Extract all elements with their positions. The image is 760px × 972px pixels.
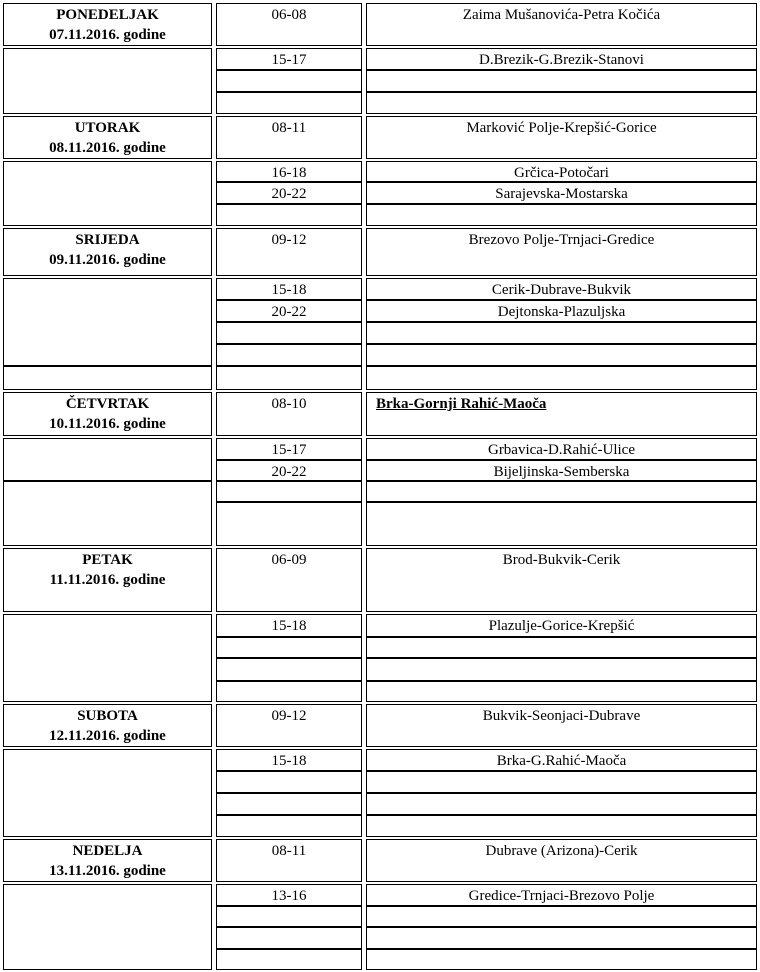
route-cell [366, 681, 757, 702]
route-cell [366, 3, 757, 46]
day-name: SRIJEDA [75, 232, 140, 248]
route-cell [366, 161, 757, 182]
day-empty-cell [3, 749, 212, 837]
day-cell [3, 839, 212, 882]
route-cell [366, 92, 757, 114]
time-cell [216, 481, 362, 502]
route-cell [366, 502, 757, 546]
day-name: PONEDELJAK [56, 7, 159, 23]
day-empty-cell [3, 481, 212, 546]
day-name: PETAK [82, 552, 133, 568]
route-cell [366, 228, 757, 276]
day-empty-cell [3, 884, 212, 970]
route-cell [366, 392, 757, 436]
time-cell [216, 70, 362, 92]
time-cell [216, 438, 362, 460]
time-cell [216, 815, 362, 837]
time-slot: 09-12 [271, 232, 307, 248]
time-slot: 06-08 [271, 7, 307, 23]
time-slot: 16-18 [271, 165, 307, 181]
route-name: Dejtonska-Plazuljska [497, 304, 626, 320]
time-slot: 15-18 [271, 753, 307, 769]
time-cell [216, 92, 362, 114]
route-name: Gredice-Trnjaci-Brezovo Polje [468, 888, 655, 904]
route-name: Brod-Bukvik-Cerik [502, 552, 621, 568]
route-cell [366, 614, 757, 637]
time-cell [216, 927, 362, 949]
route-cell [366, 278, 757, 300]
route-name: Dubrave (Arizona)-Cerik [485, 843, 638, 859]
day-cell [3, 704, 212, 747]
time-slot: 08-11 [271, 843, 307, 859]
day-name: NEDELJA [72, 843, 143, 859]
day-date: 09.11.2016. godine [49, 252, 166, 268]
day-date: 11.11.2016. godine [49, 572, 166, 588]
time-cell [216, 949, 362, 970]
time-slot: 15-17 [271, 442, 307, 458]
time-cell [216, 681, 362, 702]
route-cell [366, 548, 757, 612]
time-cell [216, 884, 362, 906]
time-cell [216, 548, 362, 612]
day-cell [3, 548, 212, 612]
time-slot: 13-16 [271, 888, 307, 904]
time-cell [216, 614, 362, 637]
time-slot: 20-22 [271, 304, 307, 320]
time-cell [216, 322, 362, 344]
time-slot: 20-22 [271, 186, 307, 202]
route-cell [366, 793, 757, 815]
time-cell [216, 228, 362, 276]
route-cell [366, 637, 757, 658]
time-cell [216, 658, 362, 681]
route-cell [366, 438, 757, 460]
time-slot: 09-12 [271, 708, 307, 724]
time-cell [216, 793, 362, 815]
time-cell [216, 300, 362, 322]
route-name: Brezovo Polje-Trnjaci-Gredice [468, 232, 655, 248]
day-cell [3, 116, 212, 159]
time-slot: 08-10 [271, 396, 307, 412]
route-cell [366, 322, 757, 344]
day-date: 10.11.2016. godine [49, 416, 166, 432]
time-cell [216, 502, 362, 546]
day-empty-cell [3, 438, 212, 481]
route-name: Grčica-Potočari [514, 165, 609, 181]
time-cell [216, 161, 362, 182]
route-cell [366, 906, 757, 927]
route-name: Brka-G.Rahić-Maoča [496, 753, 627, 769]
time-slot: 15-18 [271, 282, 307, 298]
day-cell [3, 228, 212, 276]
day-name: SUBOTA [77, 708, 138, 724]
route-cell [366, 48, 757, 70]
time-cell [216, 392, 362, 436]
route-cell [366, 300, 757, 322]
route-cell [366, 204, 757, 226]
route-cell [366, 927, 757, 949]
route-name: Cerik-Dubrave-Bukvik [491, 282, 632, 298]
day-cell [3, 3, 212, 46]
time-slot: 20-22 [271, 464, 307, 480]
day-empty-cell [3, 366, 212, 390]
day-empty-cell [3, 614, 212, 702]
route-cell [366, 749, 757, 771]
route-cell [366, 344, 757, 366]
route-cell [366, 884, 757, 906]
route-cell [366, 949, 757, 970]
route-name: Marković Polje-Krepšić-Gorice [466, 120, 657, 136]
time-cell [216, 771, 362, 793]
route-cell [366, 704, 757, 747]
time-cell [216, 637, 362, 658]
time-slot: 15-18 [271, 618, 307, 634]
route-name: Bukvik-Seonjaci-Dubrave [482, 708, 641, 724]
time-cell [216, 204, 362, 226]
route-name: Bijeljinska-Semberska [493, 464, 630, 480]
day-empty-cell [3, 278, 212, 366]
route-name: Grbavica-D.Rahić-Ulice [487, 442, 635, 458]
route-name: Brka-Gornji Rahić-Maoča [376, 396, 547, 412]
route-cell [366, 366, 757, 390]
time-cell [216, 116, 362, 159]
route-cell [366, 481, 757, 502]
time-cell [216, 278, 362, 300]
day-date: 13.11.2016. godine [49, 863, 166, 879]
time-cell [216, 906, 362, 927]
day-empty-cell [3, 161, 212, 226]
day-date: 08.11.2016. godine [49, 140, 166, 156]
route-cell [366, 182, 757, 204]
route-cell [366, 116, 757, 159]
route-name: D.Brezik-G.Brezik-Stanovi [479, 52, 644, 68]
time-cell [216, 3, 362, 46]
day-name: UTORAK [74, 120, 141, 136]
day-cell [3, 392, 212, 436]
day-empty-cell [3, 48, 212, 114]
time-cell [216, 460, 362, 481]
time-cell [216, 839, 362, 882]
route-cell [366, 460, 757, 481]
time-slot: 06-09 [271, 552, 307, 568]
day-name: ČETVRTAK [65, 396, 150, 412]
time-cell [216, 749, 362, 771]
route-cell [366, 771, 757, 793]
route-name: Zaima Mušanovića-Petra Kočića [462, 7, 661, 23]
time-cell [216, 344, 362, 366]
time-cell [216, 704, 362, 747]
time-slot: 08-11 [271, 120, 307, 136]
route-name: Plazulje-Gorice-Krepšić [488, 618, 635, 634]
time-cell [216, 182, 362, 204]
route-cell [366, 815, 757, 837]
time-cell [216, 366, 362, 390]
day-date: 12.11.2016. godine [49, 728, 166, 744]
time-cell [216, 48, 362, 70]
route-cell [366, 70, 757, 92]
route-cell [366, 839, 757, 882]
time-slot: 15-17 [271, 52, 307, 68]
route-name: Sarajevska-Mostarska [495, 186, 628, 202]
route-cell [366, 658, 757, 681]
day-date: 07.11.2016. godine [49, 27, 166, 43]
